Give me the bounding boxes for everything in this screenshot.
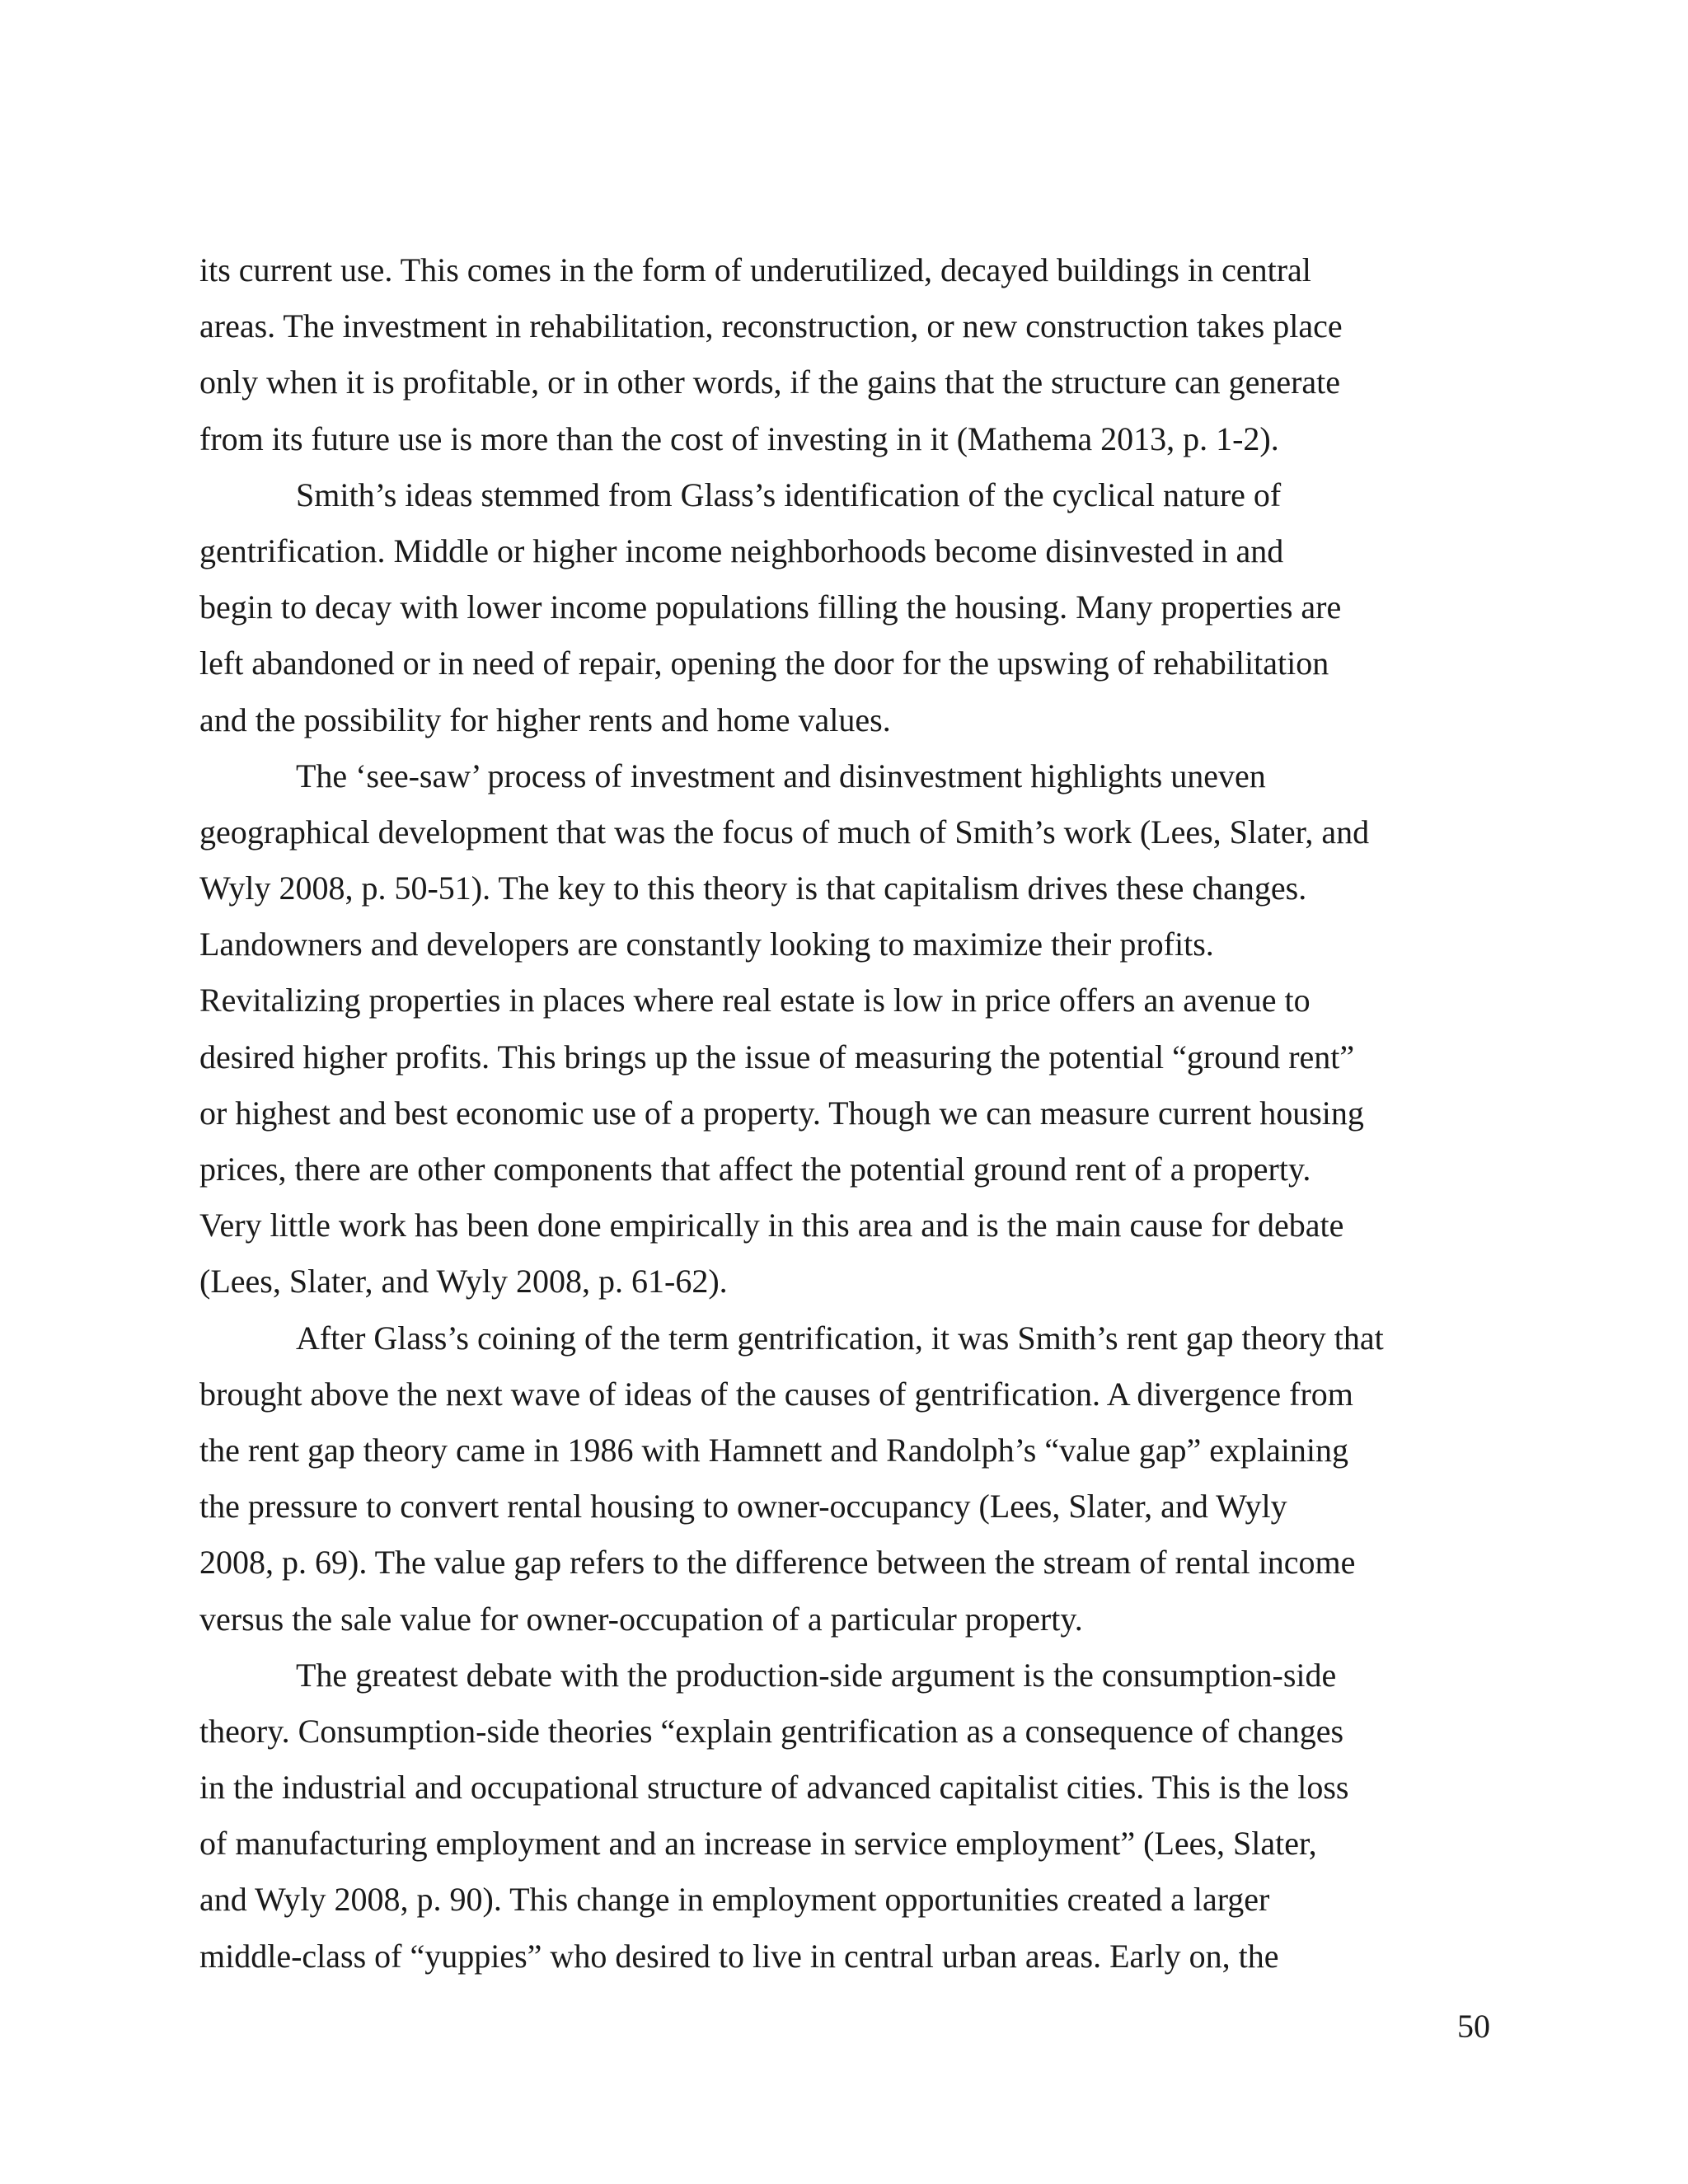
text-line: Landowners and developers are constantly looking to maximize their profits. [199, 926, 1214, 963]
paragraph-first-line: After Glass’s coining of the term gentrification, it was Smith’s rent gap theory that [296, 1319, 1384, 1357]
paragraph-first-line: The greatest debate with the production-side argument is the consumption-side [296, 1656, 1337, 1694]
text-line: brought above the next wave of ideas of the causes of gentrification. A divergence from [199, 1375, 1353, 1413]
text-line: areas. The investment in rehabilitation, reconstruction, or new construction takes place [199, 307, 1343, 345]
text-line: versus the sale value for owner-occupation of a particular property. [199, 1600, 1083, 1638]
text-line: or highest and best economic use of a property. Though we can measure current housing [199, 1094, 1364, 1132]
text-line: 2008, p. 69). The value gap refers to the difference between the stream of rental income [199, 1544, 1356, 1582]
text-line: Wyly 2008, p. 50-51). The key to this theory is that capitalism drives these changes. [199, 869, 1307, 907]
text-line: the rent gap theory came in 1986 with Hamnett and Randolph’s “value gap” explaining [199, 1431, 1349, 1469]
text-line: from its future use is more than the cost of investing in it (Mathema 2013, p. 1-2). [199, 419, 1279, 457]
text-line: the pressure to convert rental housing to owner-occupancy (Lees, Slater, and Wyly [199, 1488, 1287, 1526]
text-line: gentrification. Middle or higher income neighborhoods become disinvested in and [199, 532, 1284, 569]
page-number: 50 [1457, 2008, 1490, 2045]
text-line: begin to decay with lower income populations filling the housing. Many properties are [199, 588, 1342, 626]
body-text [199, 242, 1492, 1985]
text-line: and the possibility for higher rents and home values. [199, 701, 891, 738]
paragraph-first-line: The ‘see-saw’ process of investment and disinvestment highlights uneven [296, 757, 1266, 794]
text-line: middle-class of “yuppies” who desired to live in central urban areas. Early on, the [199, 1937, 1279, 1975]
text-line: of manufacturing employment and an increase in service employment” (Lees, Slater, [199, 1825, 1317, 1863]
text-line: left abandoned or in need of repair, opening the door for the upswing of rehabilitation [199, 644, 1329, 682]
text-line: in the industrial and occupational structure of advanced capitalist cities. This is the loss [199, 1769, 1349, 1807]
text-line: (Lees, Slater, and Wyly 2008, p. 61-62). [199, 1263, 728, 1301]
text-line: only when it is profitable, or in other words, if the gains that the structure can generate [199, 363, 1341, 401]
text-line: theory. Consumption-side theories “explain gentrification as a consequence of changes [199, 1712, 1344, 1750]
paragraph-first-line: Smith’s ideas stemmed from Glass’s identification of the cyclical nature of [296, 476, 1282, 513]
text-line: geographical development that was the focus of much of Smith’s work (Lees, Slater, and [199, 813, 1370, 851]
text-line: Revitalizing properties in places where real estate is low in price offers an avenue to [199, 982, 1311, 1019]
text-line: and Wyly 2008, p. 90). This change in employment opportunities created a larger [199, 1881, 1270, 1919]
text-line: Very little work has been done empirically in this area and is the main cause for debate [199, 1207, 1344, 1244]
text-line: desired higher profits. This brings up the issue of measuring the potential “ground rent” [199, 1038, 1355, 1076]
text-line: prices, there are other components that affect the potential ground rent of a property. [199, 1151, 1311, 1188]
text-line: its current use. This comes in the form of underutilized, decayed buildings in central [199, 251, 1311, 288]
